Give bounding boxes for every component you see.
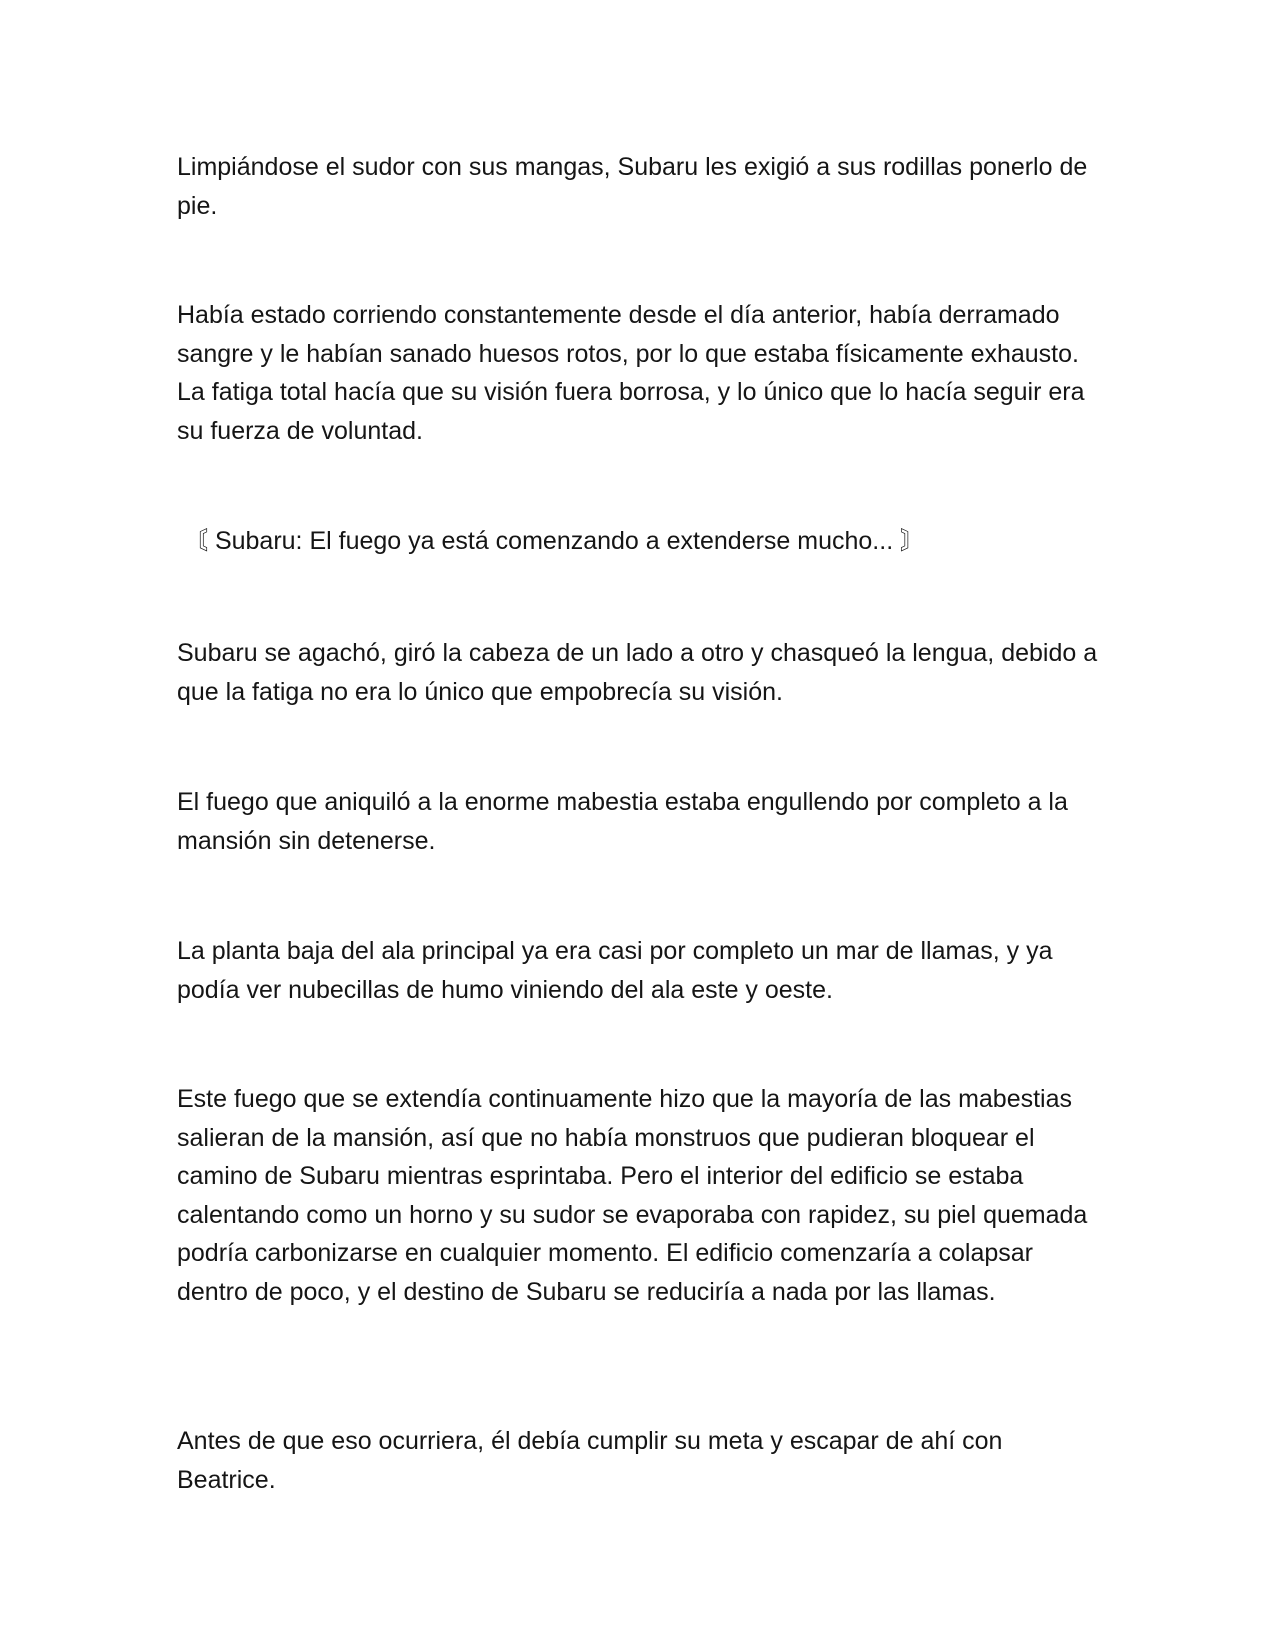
paragraph-8: Antes de que eso ocurriera, él debía cumplir su meta y escapar de ahí con Beatrice. (177, 1427, 1003, 1494)
paragraph-1: Limpiándose el sudor con sus mangas, Subaru les exigió a sus rodillas ponerlo de pie. (177, 153, 1088, 220)
paragraph-4: Subaru se agachó, giró la cabeza de un lado a otro y chasqueó la lengua, debido a que la fatiga no era lo único que empobrecía su visión. (177, 639, 1098, 706)
dialogue-line: 〘 Subaru: El fuego ya está comenzando a extenderse mucho... 〙 (183, 527, 926, 555)
paragraph-6: La planta baja del ala principal ya era casi por completo un mar de llamas, y ya podía ver nubecillas de humo viniendo del ala este y oeste. (177, 937, 1053, 1004)
paragraph-2: Había estado corriendo constantemente desde el día anterior, había derramado sangre y le habían sanado huesos rotos, por lo que estaba físicamente exhausto. La fatiga total hacía que su visión fuera borrosa, y lo único que lo hacía seguir era su fuerza de voluntad. (177, 301, 1085, 445)
paragraph-7: Este fuego que se extendía continuamente hizo que la mayoría de las mabestias salieran de la mansión, así que no había monstruos que pudieran bloquear el camino de Subaru mientras esprintaba. Pero el interior del edificio se estaba calentando como un horno y su sudor se evaporaba con rapidez, su piel quemada podría carbonizarse en cualquier momento. El edificio comenzaría a colapsar dentro de poco, y el destino de Subaru se reduciría a nada por las llamas. (177, 1085, 1088, 1306)
paragraph-5: El fuego que aniquiló a la enorme mabestia estaba engullendo por completo a la mansión sin detenerse. (177, 788, 1068, 855)
